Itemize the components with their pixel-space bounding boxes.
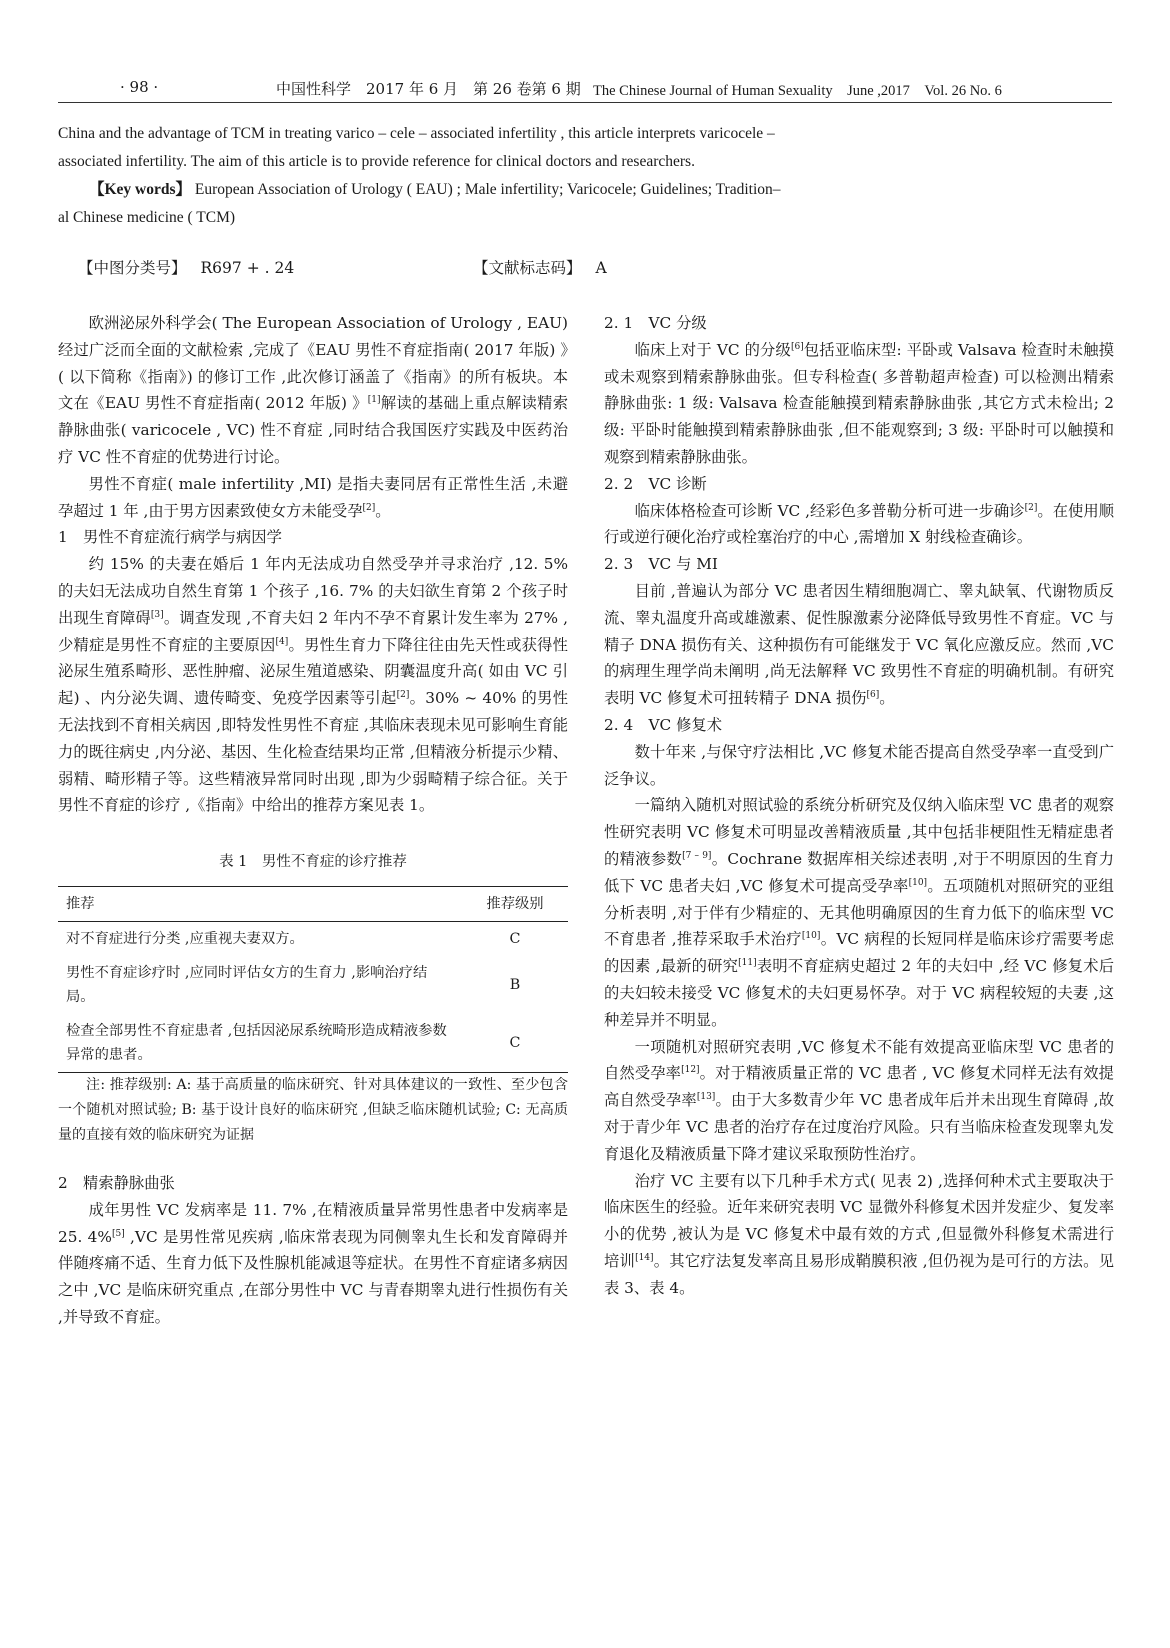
citation: [3]: [150, 609, 164, 620]
citation: [6]: [866, 690, 880, 701]
table-caption: 表 1 男性不育症的诊疗推荐: [219, 854, 407, 871]
table-header-recommendation: 推荐: [66, 895, 95, 912]
citation: [6]: [790, 341, 804, 352]
citation: [4]: [275, 636, 289, 647]
keywords: [58, 176, 938, 204]
keywords-text: European Association of Urology ( EAU) ; Male infertility; Varicocele; Guidelines; Tradition–: [194, 181, 781, 198]
citation: [13]: [696, 1092, 716, 1103]
left-column: [58, 310, 568, 1331]
doc-code-label: 【文献标志码】: [473, 259, 582, 277]
citation: [7 – 9]: [682, 850, 712, 861]
section-heading: 1 男性不育症流行病学与病因学: [58, 528, 282, 547]
paragraph: 临床体格检查可诊断 VC ,经彩色多普勒分析可进一步确诊[2]。在使用顺行或逆行硬化治疗或栓塞治疗的中心 ,需增加 X 射线检查确诊。: [604, 501, 1114, 547]
citation: [14]: [635, 1252, 654, 1263]
doc-code-value: A: [595, 259, 607, 277]
abstract-line: China and the advantage of TCM in treating varico – cele – associated infertility , this article interprets varicocele –: [58, 125, 775, 142]
subsection-heading: 2. 1 VC 分级: [604, 314, 707, 332]
citation: [10]: [801, 931, 821, 942]
journal-info-en: The Chinese Journal of Human Sexuality June ,2017 Vol. 26 No. 6: [593, 83, 1002, 99]
paragraph: 一项随机对照研究表明 ,VC 修复术不能有效提高亚临床型 VC 患者的自然受孕率[12]。对于精液质量正常的 VC 患者 , VC 修复术同样无法有效提高自然受孕率[13]。由于大多数青少年 VC 患者成年后并未出现生育障碍 ,故对于青少年 VC 患者的治疗存在过度治疗风险。只有当临床检查发现睾丸发育退化及精液质量下降才建议采取预防性治疗。: [604, 1037, 1114, 1163]
table-header-level: 推荐级别: [486, 895, 544, 912]
right-column: [604, 310, 1114, 1301]
paragraph: 治疗 VC 主要有以下几种手术方式( 见表 2) ,选择何种术式主要取决于临床医生的经验。近年来研究表明 VC 显微外科修复术因并发症少、复发率小的优势 ,被认为是 VC 修复术中最有效的方式 ,但显微外科修复术需进行培训[14]。其它疗法复发率高且易形成鞘膜积液 ,但仍视为是可行的方法。见表 3、表 4。: [604, 1171, 1114, 1297]
paragraph: 成年男性 VC 发病率是 11. 7% ,在精液质量异常男性患者中发病率是 25. 4%[5] ,VC 是男性常见疾病 ,临床常表现为同侧睾丸生长和发育障碍并伴随疼痛不适、生育力低下及性腺机能减退等症状。在男性不育症诸多病因之中 ,VC 是临床研究重点 ,在部分男性中 VC 与青春期睾丸进行性损伤有关 ,并导致不育症。: [58, 1200, 568, 1326]
table-cell-level: C: [509, 930, 521, 947]
clc-label: 【中图分类号】: [78, 259, 187, 277]
table-cell-text: 检查全部男性不育症患者 ,包括因泌尿系统畸形造成精液参数异常的患者。: [66, 1022, 447, 1063]
paragraph: 目前 ,普遍认为部分 VC 患者因生精细胞凋亡、睾丸缺氧、代谢物质反流、睾丸温度升高或雄激素、促性腺激素分泌降低导致男性不育症。VC 与精子 DNA 损伤有关、这种损伤有可能继发于 VC 氧化应激反应。然而 ,VC 的病理生理学尚未阐明 ,尚无法解释 VC 致男性不育症的明确机制。有研究表明 VC 修复术可扭转精子 DNA 损伤[6]。: [604, 581, 1114, 708]
table-row: [58, 956, 568, 1014]
citation: [10]: [908, 877, 928, 888]
paragraph: 欧洲泌尿外科学会( The European Association of Urology , EAU) 经过广泛而全面的文献检索 ,完成了《EAU 男性不育症指南( 2017 年版) 》( 以下简称《指南》) 的修订工作 ,此次修订涵盖了《指南》的所有板块。本文在《EAU 男性不育症指南( 2012 年版) 》[1]解读的基础上重点解读精索静脉曲张( varicocele , VC) 性不育症 ,同时结合我国医疗实践及中医药治疗 VC 性不育症的优势进行讨论。: [58, 314, 568, 466]
citation: [2]: [362, 502, 376, 513]
citation: [12]: [681, 1065, 700, 1076]
paragraph: 一篇纳入随机对照试验的系统分析研究及仅纳入临床型 VC 患者的观察性研究表明 VC 修复术可明显改善精液质量 ,其中包括非梗阻性无精症患者的精液参数[7 – 9]。Cochrane 数据库相关综述表明 ,对于不明原因的生育力低下 VC 患者夫妇 ,VC 修复术可提高受孕率[10]。五项随机对照研究的亚组分析表明 ,对于伴有少精症的、无其他明确原因的生育力低下的临床型 VC 不育患者 ,推荐采取手术治疗[10]。VC 病程的长短同样是临床诊疗需要考虑的因素 ,最新的研究[11]表明不育症病史超过 2 年的夫妇中 ,经 VC 修复术后的夫妇较未接受 VC 修复术的夫妇更易怀孕。对于 VC 病程较短的夫妻 ,这种差异并不明显。: [604, 796, 1114, 1029]
citation: [11]: [738, 958, 757, 969]
table-cell-level: C: [509, 1034, 521, 1051]
classification: [78, 256, 978, 278]
table-cell-text: 男性不育症诊疗时 ,应同时评估女方的生育力 ,影响治疗结局。: [66, 964, 428, 1005]
abstract-line: associated infertility. The aim of this article is to provide reference for clinical doctors and researchers.: [58, 153, 695, 170]
table-note: 注: 推荐级别: A: 基于高质量的临床研究、针对具体建议的一致性、至少包含一个随机对照试验; B: 基于设计良好的临床研究 ,但缺乏临床随机试验; C: 无高质量的直接有效的临床研究为证据: [58, 1076, 568, 1143]
paragraph: 约 15% 的夫妻在婚后 1 年内无法成功自然受孕并寻求治疗 ,12. 5% 的夫妇无法成功自然生育第 1 个孩子 ,16. 7% 的夫妇欲生育第 2 个孩子时出现生育障碍[3]。调查发现 ,不育夫妇 2 年内不孕不育累计发生率为 27% ,少精症是男性不育症的主要原因[4]。男性生育力下降往往由先天性或获得性泌尿生殖系畸形、恶性肿瘤、泌尿生殖道感染、阴囊温度升高( 如由 VC 引起) 、内分泌失调、遗传畸变、免疫学因素等引起[2]。30% ~ 40% 的男性无法找到不育相关病因 ,即特发性男性不育症 ,其临床表现未见可影响生育能力的既往病史 ,内分泌、基因、生化检查结果均正常 ,但精液分析提示少精、弱精、畸形精子等。这些精液异常同时出现 ,即为少弱畸精子综合征。关于男性不育症的诊疗 ,《指南》中给出的推荐方案见表 1。: [58, 555, 568, 815]
page-number: · 98 ·: [120, 78, 159, 96]
running-header: [58, 78, 1112, 104]
keywords-label: 【Key words】: [89, 181, 192, 198]
paragraph: 临床上对于 VC 的分级[6]包括亚临床型: 平卧或 Valsava 检查时未触摸或未观察到精索静脉曲张。但专科检查( 多普勒超声检查) 可以检测出精索静脉曲张: 1 级: Valsava 检查能触摸到精索静脉曲张 ,其它方式未检出; 2 级: 平卧时能触摸到精索静脉曲张 ,但不能观察到; 3 级: 平卧时可以触摸和观察到精索静脉曲张。: [604, 340, 1114, 466]
table-row: [58, 1014, 568, 1073]
subsection-heading: 2. 4 VC 修复术: [604, 715, 722, 734]
citation: [2]: [1024, 502, 1038, 513]
table-header-row: [58, 886, 568, 921]
header-rule: [58, 102, 1112, 103]
citation: [5]: [111, 1228, 125, 1239]
paragraph: 数十年来 ,与保守疗法相比 ,VC 修复术能否提高自然受孕率一直受到广泛争议。: [604, 742, 1114, 788]
paragraph: 男性不育症( male infertility ,MI) 是指夫妻同居有正常性生活 ,未避孕超过 1 年 ,由于男方因素致使女方未能受孕[2]。: [58, 474, 568, 520]
table-cell-text: 对不育症进行分类 ,应重视夫妻双方。: [66, 930, 304, 947]
section-heading: 2 精索静脉曲张: [58, 1173, 175, 1192]
citation: [2]: [396, 690, 410, 701]
keywords-text-cont: al Chinese medicine ( TCM): [58, 209, 236, 226]
recommendation-table: [58, 886, 568, 1073]
subsection-heading: 2. 2 VC 诊断: [604, 474, 707, 493]
table-row: [58, 921, 568, 956]
table-cell-level: B: [509, 976, 521, 993]
abstract: [58, 120, 938, 232]
clc-value: R697 + . 24: [200, 259, 295, 277]
subsection-heading: 2. 3 VC 与 MI: [604, 555, 718, 574]
journal-info-cn: 中国性科学 2017 年 6 月 第 26 卷第 6 期: [276, 80, 581, 98]
citation: [1]: [367, 395, 381, 406]
